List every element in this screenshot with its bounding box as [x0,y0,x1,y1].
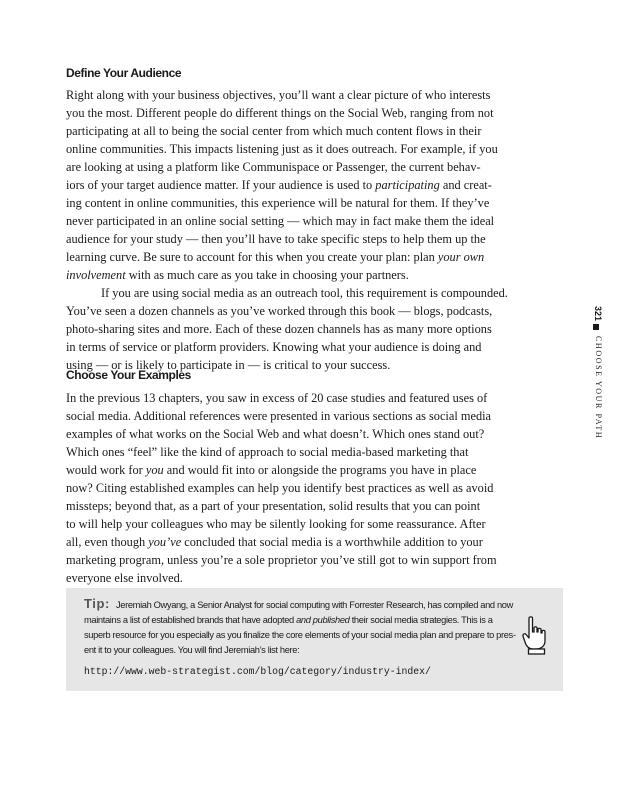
body-line: now? Citing established examples can help you identify best practices as well as avoid [66,481,494,495]
body-line [66,176,492,194]
body-line: are looking at using a platform like Communispace or Passenger, the current behav- [66,160,481,174]
tip-emphasis: and published [296,615,350,625]
body-line: you the most. Different people do different things on the Social Web, ranging from not [66,106,494,120]
body-line: In the previous 13 chapters, you saw in excess of 20 case studies and featured uses of [66,391,488,405]
body-text: would work for [66,463,146,477]
body-text: all, even though [66,535,149,549]
body-line: audience for your study — then you’ll have to take specific steps to help them up the [66,232,486,246]
body-line: If you are using social media as an outreach tool, this requirement is compounded. [101,286,508,300]
emphasis-text: involvement [66,268,126,282]
emphasis-text: you’ve [148,535,182,549]
sidebar-bullet [593,324,599,330]
tip-label: Tip: [84,596,110,611]
page-sidebar [590,306,604,606]
tip-line [84,596,513,613]
body-line [66,461,476,479]
tip-text: Jeremiah Owyang, a Senior Analyst for social computing with Forrester Research, has compiled and now [116,600,513,610]
tip-line [84,613,493,628]
tip-text: maintains a list of established brands that have adopted [84,615,297,625]
section-heading-define-audience: Define Your Audience [66,66,182,80]
body-line: examples of what works on the Social Web and what doesn’t. Which ones stand out? [66,427,485,441]
body-line: Which ones “feel” like the kind of approach to social media-based marketing that [66,445,469,459]
emphasis-text: your own [437,250,485,264]
body-line: ing content in online communities, this experience will be natural for them. If they’ve [66,196,490,210]
body-text: and would fit into or alongside the programs you have in place [163,463,477,477]
tip-url[interactable]: http://www.web-strategist.com/blog/category/industry-index/ [84,666,431,677]
tip-line: superb resource for you especially as you finalize the core elements of your social media plan and prepare to pres- [84,630,516,640]
body-text: concluded that social media is a worthwhile addition to your [181,535,483,549]
running-section-title: CHOOSE YOUR PATH [594,336,603,440]
body-line: Right along with your business objectives, you’ll want a clear picture of who interests [66,88,491,102]
body-line: everyone else involved. [66,571,183,585]
body-line: never participated in an online social setting — which may in fact make them the ideal [66,214,495,228]
body-text: iors of your target audience matter. If your audience is used to [66,178,376,192]
body-line: using — or is likely to participate in — is critical to your success. [66,358,391,372]
body-line [66,533,483,551]
tip-box [66,588,563,691]
body-line: online communities. This impacts listening just as it does outreach. For example, if you [66,142,498,156]
section-heading-choose-examples: Choose Your Examples [66,368,191,382]
body-line: missteps; beyond that, as a part of your presentation, solid results that you can point [66,499,481,513]
tip-text: their social media strategies. This is a [349,615,493,625]
body-line [66,248,484,266]
body-line [66,266,409,284]
body-line: in terms of service or platform providers. Knowing what your audience is doing and [66,340,482,354]
body-text: learning curve. Be sure to account for this when you create your plan: plan [66,250,438,264]
pointing-hand-icon [520,616,550,656]
body-line: photo-sharing sites and more. Each of these dozen channels has as many more options [66,322,492,336]
body-text: with as much care as you take in choosing your partners. [125,268,409,282]
body-line: social media. Additional references were presented in various sections as social media [66,409,492,423]
emphasis-text: participating [375,178,440,192]
body-line: participating at all to being the social center from which much content flows in their [66,124,482,138]
body-line: to will help your colleagues who may be silently looking for some reassurance. After [66,517,486,531]
tip-line: ent it to your colleagues. You will find Jeremiah’s list here: [84,645,300,655]
body-line: marketing program, unless you’re a sole proprietor you’ve still got to win support from [66,553,497,567]
page-number: 321 [593,306,603,322]
body-line: You’ve seen a dozen channels as you’ve worked through this book — blogs, podcasts, [66,304,493,318]
emphasis-text: you [145,463,164,477]
body-text: and creat- [439,178,492,192]
